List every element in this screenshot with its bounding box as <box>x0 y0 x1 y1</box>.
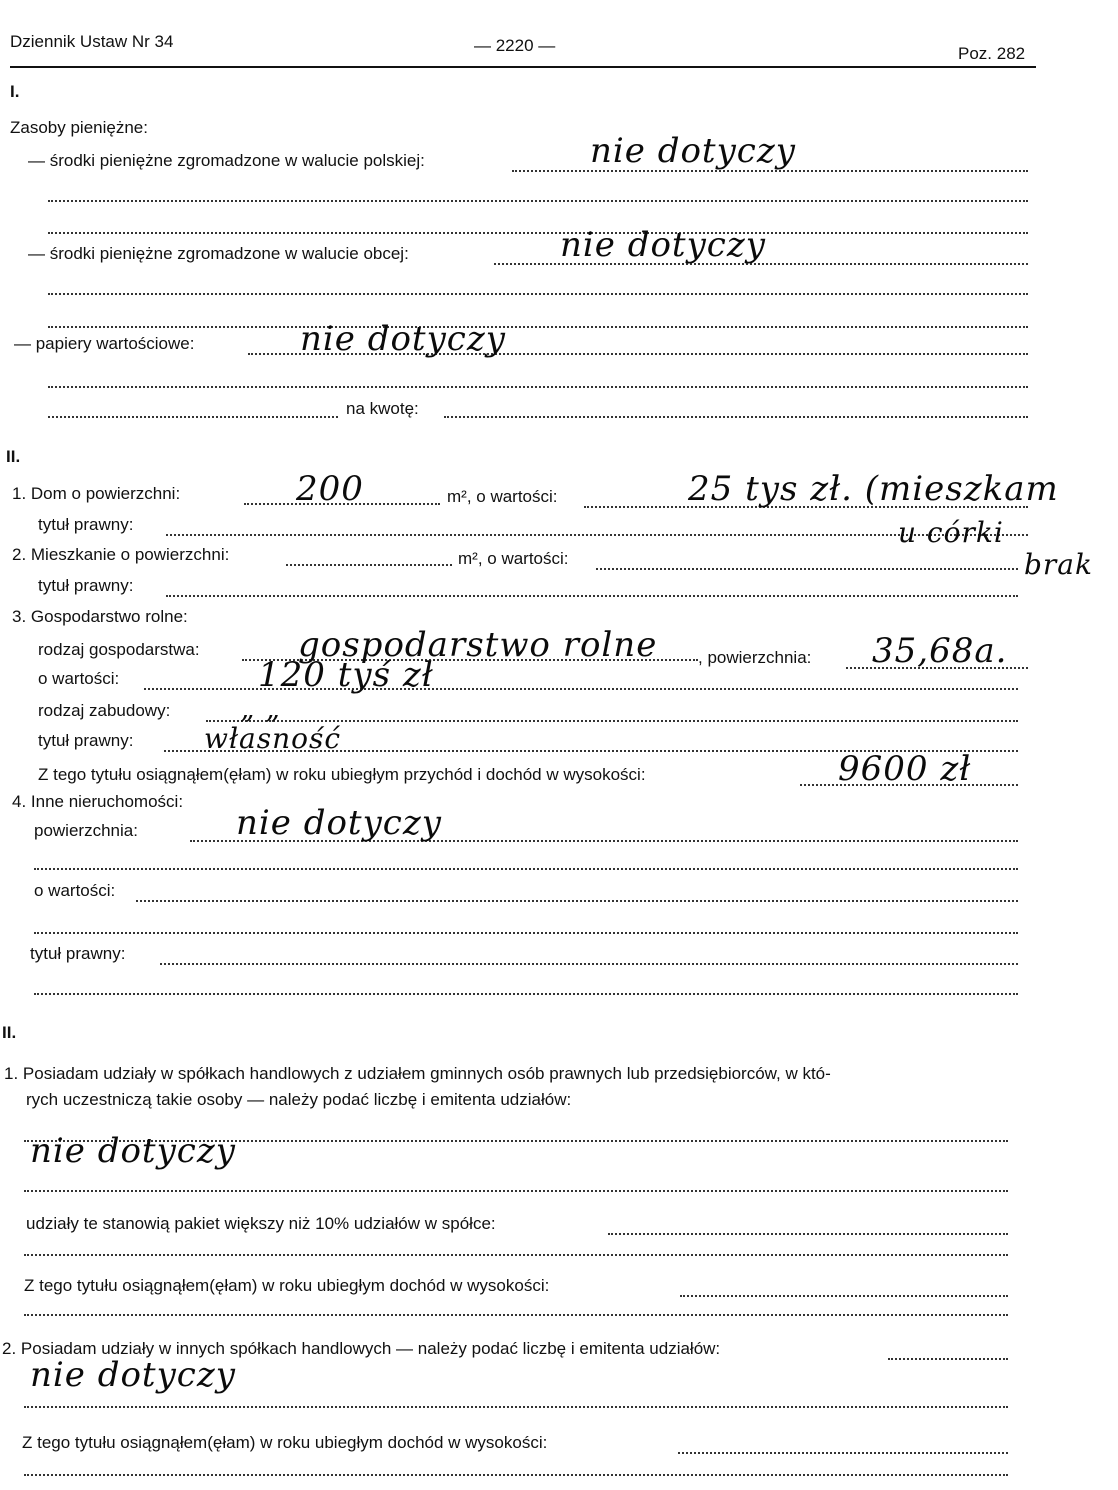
section-2-heading: II. <box>6 447 21 466</box>
farm-income-label: Z tego tytułu osiągnąłem(ęłam) w roku ubiegłym przychód i dochód w wysokości: <box>38 765 646 784</box>
house-value-label: m², o wartości: <box>447 487 558 506</box>
other-area-line-2 <box>34 868 1018 870</box>
other-title-label: tytuł prawny: <box>30 944 126 963</box>
shares-line-2 <box>24 1190 1008 1192</box>
flat-area-line <box>286 564 452 566</box>
amount-line <box>444 416 1028 418</box>
farm-area-value: 35,68a. <box>872 631 1008 671</box>
securities-label: — papiery wartościowe: <box>14 334 195 353</box>
house-area-label: 1. Dom o powierzchni: <box>12 484 181 503</box>
house-title-value: u córki <box>898 516 1004 549</box>
house-title-label: tytuł prawny: <box>38 515 134 534</box>
shares-income-line <box>680 1295 1008 1297</box>
farm-value: 120 tyś zł <box>258 655 434 695</box>
package-line <box>608 1233 1008 1235</box>
cash-resources-title: Zasoby pieniężne: <box>10 118 148 137</box>
farm-type-value: gospodarstwo rolne <box>298 625 658 665</box>
amount-line-left <box>48 416 338 418</box>
package-label: udziały te stanowią pakiet większy niż 10% udziałów w spółce: <box>26 1214 496 1233</box>
header-journal: Dziennik Ustaw Nr 34 <box>10 32 174 51</box>
farm-build-label: rodzaj zabudowy: <box>38 701 171 720</box>
header-position: Poz. 282 <box>958 44 1026 63</box>
other-shares-value: nie dotyczy <box>30 1355 236 1395</box>
foreign-funds-label: — środki pieniężne zgromadzone w walucie obcej: <box>28 244 409 263</box>
other-property-label: 4. Inne nieruchomości: <box>12 792 184 811</box>
amount-label: na kwotę: <box>346 399 419 418</box>
shares-label-line-2: rych uczestniczą takie osoby — należy podać liczbę i emitenta udziałów: <box>26 1090 572 1109</box>
other-shares-line-2 <box>24 1406 1008 1408</box>
other-value-label: o wartości: <box>34 881 116 900</box>
shares-label-line-1: 1. Posiadam udziały w spółkach handlowych z udziałem gminnych osób prawnych lub przedsiębiorców, w któ- <box>4 1064 831 1083</box>
farm-income-value: 9600 zł <box>838 749 972 789</box>
other-value-line <box>136 900 1018 902</box>
flat-title-label: tytuł prawny: <box>38 576 134 595</box>
other-shares-income-label: Z tego tytułu osiągnąłem(ęłam) w roku ubiegłym dochód w wysokości: <box>22 1433 548 1452</box>
other-area-value: nie dotyczy <box>236 803 442 843</box>
other-area-label: powierzchnia: <box>34 821 138 840</box>
pln-funds-value: nie dotyczy <box>590 131 796 171</box>
flat-title-line <box>166 595 1018 597</box>
farm-title-label: tytuł prawny: <box>38 731 134 750</box>
header-page-number: — 2220 — <box>474 36 556 55</box>
foreign-funds-value: nie dotyczy <box>560 225 766 265</box>
shares-value: nie dotyczy <box>30 1131 236 1171</box>
foreign-funds-line-3 <box>48 326 1028 328</box>
header-rule <box>10 66 1036 68</box>
flat-value-label: m², o wartości: <box>458 549 569 568</box>
farm-label: 3. Gospodarstwo rolne: <box>12 607 188 626</box>
pln-funds-line-3 <box>48 232 1028 234</box>
house-value: 25 tys zł. (mieszkam <box>688 469 1059 509</box>
farm-value-label: o wartości: <box>38 669 120 688</box>
package-line-2 <box>24 1254 1008 1256</box>
flat-value-line <box>596 568 1018 570</box>
farm-title-value: własność <box>204 722 342 755</box>
securities-line-2 <box>48 386 1028 388</box>
securities-value: nie dotyczy <box>300 319 506 359</box>
section-1-heading: I. <box>10 82 20 101</box>
farm-type-label: rodzaj gospodarstwa: <box>38 640 200 659</box>
other-title-line <box>160 963 1018 965</box>
other-shares-income-line-2 <box>24 1474 1008 1476</box>
other-shares-line <box>888 1358 1008 1360</box>
pln-funds-label: — środki pieniężne zgromadzone w walucie polskiej: <box>28 151 425 170</box>
flat-note: brak <box>1024 548 1093 581</box>
section-3-heading: II. <box>2 1023 17 1042</box>
shares-income-line-2 <box>24 1314 1008 1316</box>
other-shares-label: 2. Posiadam udziały w innych spółkach handlowych — należy podać liczbę i emitenta udziałów: <box>2 1339 721 1358</box>
other-value-line-2 <box>34 932 1018 934</box>
flat-area-label: 2. Mieszkanie o powierzchni: <box>12 545 230 564</box>
shares-income-label: Z tego tytułu osiągnąłem(ęłam) w roku ubiegłym dochód w wysokości: <box>24 1276 550 1295</box>
farm-area-label: , powierzchnia: <box>698 648 812 667</box>
pln-funds-line-2 <box>48 200 1028 202</box>
other-shares-income-line <box>678 1452 1008 1454</box>
other-title-line-2 <box>34 993 1018 995</box>
house-area-value: 200 <box>296 469 364 509</box>
farm-build-value: „ „ <box>240 692 281 725</box>
foreign-funds-line-2 <box>48 293 1028 295</box>
